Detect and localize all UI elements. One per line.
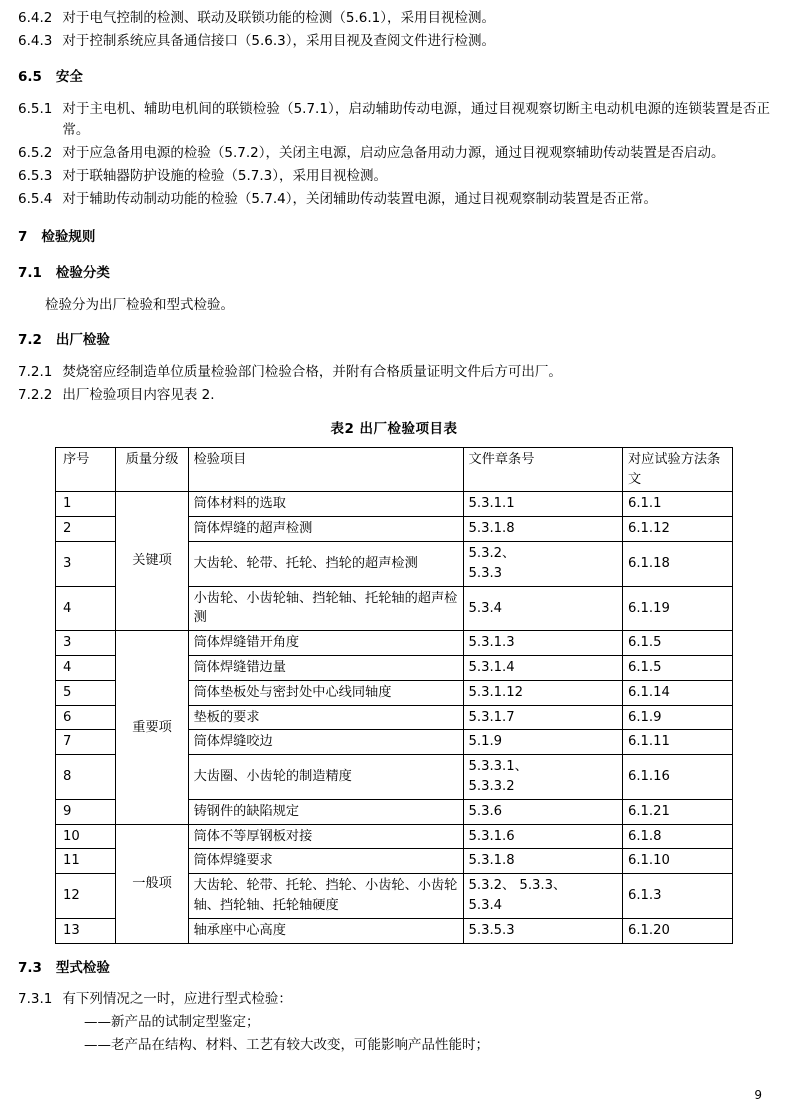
cell-item: 大齿轮、轮带、托轮、挡轮、小齿轮、小齿轮轴、挡轮轴、托轮轴硬度 — [188, 874, 463, 919]
cell-item: 轴承座中心高度 — [188, 918, 463, 943]
cell-method: 6.1.5 — [622, 631, 732, 656]
paragraph-text: 出厂检验项目内容见表 2. — [62, 387, 215, 404]
cell-item: 铸钢件的缺陷规定 — [188, 799, 463, 824]
inspection-items-table — [55, 447, 733, 944]
table-header — [56, 447, 733, 492]
cell-index: 1 — [56, 492, 116, 517]
cell-method: 6.1.5 — [622, 656, 732, 681]
cell-item: 筒体不等厚钢板对接 — [188, 824, 463, 849]
cell-clause: 5.3.2、 5.3.3、 5.3.4 — [463, 874, 622, 919]
paragraph-block-65 — [18, 99, 770, 211]
cell-index: 5 — [56, 680, 116, 705]
col-header-clause: 文件章条号 — [463, 447, 622, 492]
paragraph-text: 对于电气控制的检测、联动及联锁功能的检测（5.6.1），采用目视检测。 — [62, 10, 495, 26]
heading-safety — [18, 67, 770, 89]
heading-title: 安全 — [55, 68, 83, 85]
cell-index: 3 — [56, 631, 116, 656]
paragraph-block-72 — [18, 362, 770, 407]
table-header-row — [56, 447, 733, 492]
cell-item: 筒体焊缝的超声检测 — [188, 517, 463, 542]
col-header-item: 检验项目 — [188, 447, 463, 492]
cell-item: 筒体焊缝错边量 — [188, 656, 463, 681]
col-header-method: 对应试验方法条文 — [622, 447, 732, 492]
cell-index: 6 — [56, 705, 116, 730]
numbered-paragraph — [18, 385, 770, 407]
paragraph-text: 对于应急备用电源的检验（5.7.2），关闭主电源，启动应急备用动力源，通过目视观察辅助传动装置是否启动。 — [62, 145, 725, 162]
paragraph-text: 对于控制系统应具备通信接口（5.6.3），采用目视及查阅文件进行检测。 — [62, 32, 495, 49]
heading-number: 7.1 — [18, 264, 42, 281]
heading-section-71 — [18, 263, 770, 285]
cell-clause: 5.3.5.3 — [463, 918, 622, 943]
bullet-item: ——老产品在结构、材料、工艺有较大改变，可能影响产品性能时； — [84, 1037, 489, 1054]
cell-clause: 5.3.1.1 — [463, 492, 622, 517]
col-header-index: 序号 — [56, 447, 116, 492]
cell-method: 6.1.18 — [622, 542, 732, 587]
cell-item: 大齿圈、小齿轮的制造精度 — [188, 755, 463, 800]
numbered-paragraph — [18, 99, 770, 143]
cell-index: 3 — [56, 542, 116, 587]
heading-title: 型式检验 — [55, 959, 110, 976]
cell-clause: 5.3.1.8 — [463, 517, 622, 542]
cell-method: 6.1.1 — [622, 492, 732, 517]
cell-method: 6.1.12 — [622, 517, 732, 542]
cell-item: 筒体焊缝错开角度 — [188, 631, 463, 656]
cell-index: 4 — [56, 656, 116, 681]
heading-number: 7.3 — [18, 959, 42, 976]
paragraph-number: 7.2.1 — [18, 364, 53, 381]
heading-number: 7 — [18, 228, 28, 245]
cell-clause: 5.3.6 — [463, 799, 622, 824]
cell-method: 6.1.16 — [622, 755, 732, 800]
numbered-paragraph — [18, 8, 770, 30]
paragraph-number: 6.5.1 — [18, 100, 53, 117]
cell-index: 9 — [56, 799, 116, 824]
heading-section-72 — [18, 330, 770, 352]
cell-method: 6.1.10 — [622, 849, 732, 874]
cell-method: 6.1.9 — [622, 705, 732, 730]
cell-grade: 一般项 — [116, 824, 188, 943]
cell-index: 2 — [56, 517, 116, 542]
cell-item: 筒体焊缝要求 — [188, 849, 463, 874]
cell-method: 6.1.14 — [622, 680, 732, 705]
paragraph-number: 6.5.2 — [18, 145, 53, 162]
paragraph-number: 7.2.2 — [18, 387, 53, 404]
paragraph-number: 6.4.3 — [18, 32, 53, 49]
cell-method: 6.1.21 — [622, 799, 732, 824]
cell-clause: 5.3.4 — [463, 586, 622, 631]
cell-index: 7 — [56, 730, 116, 755]
cell-index: 11 — [56, 849, 116, 874]
cell-method: 6.1.20 — [622, 918, 732, 943]
cell-clause: 5.3.1.8 — [463, 849, 622, 874]
heading-title: 检验规则 — [41, 228, 96, 245]
cell-clause: 5.3.1.6 — [463, 824, 622, 849]
table-body — [56, 492, 733, 943]
cell-item: 大齿轮、轮带、托轮、挡轮的超声检测 — [188, 542, 463, 587]
heading-section-73 — [18, 958, 770, 980]
paragraph-block-64 — [18, 8, 770, 53]
cell-clause: 5.3.2、 5.3.3 — [463, 542, 622, 587]
cell-clause: 5.3.1.12 — [463, 680, 622, 705]
cell-method: 6.1.19 — [622, 586, 732, 631]
cell-method: 6.1.3 — [622, 874, 732, 919]
heading-title: 检验分类 — [55, 264, 110, 281]
cell-method: 6.1.8 — [622, 824, 732, 849]
cell-index: 4 — [56, 586, 116, 631]
table-row — [56, 631, 733, 656]
cell-index: 10 — [56, 824, 116, 849]
paragraph-number: 6.5.3 — [18, 168, 53, 185]
table-caption: 表2 出厂检验项目表 — [330, 421, 458, 438]
cell-clause: 5.3.1.4 — [463, 656, 622, 681]
paragraph-text: 焚烧窑应经制造单位质量检验部门检验合格，并附有合格质量证明文件后方可出厂。 — [62, 364, 562, 381]
paragraph-text: 有下列情况之一时，应进行型式检验： — [62, 991, 292, 1008]
cell-clause: 5.3.3.1、 5.3.3.2 — [463, 755, 622, 800]
paragraph-number: 6.5.4 — [18, 191, 53, 208]
paragraph-text: 对于主电机、辅助电机间的联锁检验（5.7.1），启动辅助传动电源，通过目视观察切断主电动机电源的连锁装置是否正常。 — [62, 100, 770, 139]
cell-clause: 5.3.1.7 — [463, 705, 622, 730]
cell-item: 筒体焊缝咬边 — [188, 730, 463, 755]
numbered-paragraph — [18, 362, 770, 384]
cell-grade: 关键项 — [116, 492, 188, 631]
cell-clause: 5.1.9 — [463, 730, 622, 755]
heading-number: 6.5 — [18, 68, 42, 85]
cell-item: 筒体垫板处与密封处中心线同轴度 — [188, 680, 463, 705]
cell-grade: 重要项 — [116, 631, 188, 824]
paragraph-text: 对于辅助传动制动功能的检验（5.7.4），关闭辅助传动装置电源，通过目视观察制动装置是否正常。 — [62, 191, 657, 208]
table-row — [56, 824, 733, 849]
numbered-paragraph — [18, 189, 770, 211]
cell-item: 垫板的要求 — [188, 705, 463, 730]
heading-section-7 — [18, 227, 770, 249]
paragraph-text: 对于联轴器防护设施的检验（5.7.3），采用目视检测。 — [62, 168, 387, 185]
numbered-paragraph — [18, 989, 770, 1011]
cell-index: 13 — [56, 918, 116, 943]
heading-title: 出厂检验 — [55, 332, 110, 349]
paragraph-number: 7.3.1 — [18, 991, 53, 1008]
cell-index: 8 — [56, 755, 116, 800]
page-number: 9 — [754, 1087, 762, 1102]
paragraph-71-body: 检验分为出厂检验和型式检验。 — [45, 296, 234, 313]
cell-index: 12 — [56, 874, 116, 919]
table-row — [56, 492, 733, 517]
numbered-paragraph — [18, 143, 770, 165]
numbered-paragraph — [18, 31, 770, 53]
cell-method: 6.1.11 — [622, 730, 732, 755]
cell-item: 小齿轮、小齿轮轴、挡轮轴、托轮轴的超声检测 — [188, 586, 463, 631]
numbered-paragraph — [18, 166, 770, 188]
cell-item: 筒体材料的选取 — [188, 492, 463, 517]
col-header-grade: 质量分级 — [116, 447, 188, 492]
heading-number: 7.2 — [18, 332, 42, 349]
bullet-item: ——新产品的试制定型鉴定； — [84, 1014, 260, 1031]
paragraph-number: 6.4.2 — [18, 10, 53, 26]
cell-clause: 5.3.1.3 — [463, 631, 622, 656]
